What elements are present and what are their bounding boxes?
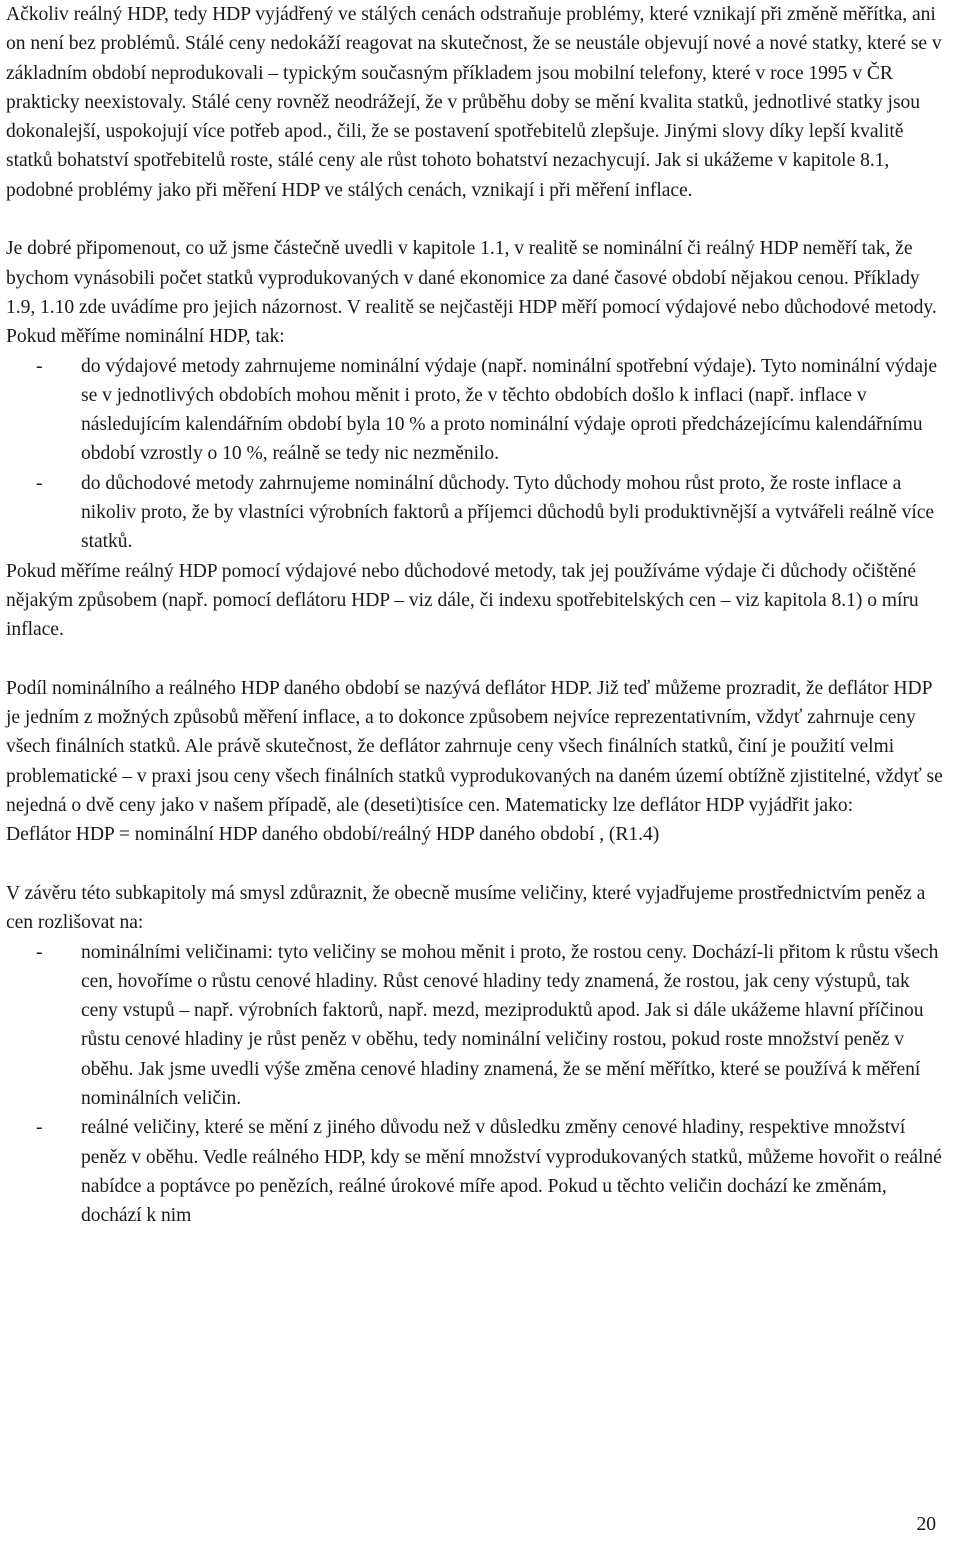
list-item-text: do výdajové metody zahrnujeme nominální výdaje (např. nominální spotřební výdaje). Tyto nominální výdaje se v jednotlivých obdobích mohou měnit i proto, že v těchto obdobích došlo k inflaci (např. inflace v následujícím kalendářním období byla 10 % a proto nominální výdaje oproti předcházejícímu kalendářnímu období vzrostly o 10 %, reálně se tedy nic nezměnilo.	[81, 355, 938, 465]
deflator-formula: Deflátor HDP = nominální HDP daného období/reálný HDP daného období , (R1.4)	[6, 824, 660, 846]
paragraph-measurement-methods: Je dobré připomenout, co už jsme částečně uvedli v kapitole 1.1, v realitě se nominální či reálný HDP neměří tak, že bychom vynásobili počet statků vyprodukovaných v dané ekonomice za dané časové období nějakou cenou. Příklady 1.9, 1.10 zde uvádíme pro jejich názornost. V realitě se nejčastěji HDP měří pomocí výdajové nebo důchodové metody. Pokud měříme nominální HDP, tak:	[6, 238, 937, 348]
paragraph-conclusion: V závěru této subkapitoly má smysl zdůraznit, že obecně musíme veličiny, které vyjadřujeme prostřednictvím peněz a cen rozlišovat na:	[6, 882, 926, 934]
list-dash: -	[36, 472, 43, 494]
list-item-text: nominálními veličinami: tyto veličiny se mohou měnit i proto, že rostou ceny. Dochází-li přitom k růstu všech cen, hovoříme o růstu cenové hladiny. Růst cenové hladiny tedy znamená, že rostou, jak ceny výstupů, tak ceny vstupů – např. výrobních faktorů, např. mezd, meziproduktů apod. Jak si dále ukážeme hlavní příčinou růstu cenové hladiny je růst peněz v oběhu, tedy nominální veličiny rostou, pokud roste množství peněz v oběhu. Jak jsme uvedli výše změna cenové hladiny znamená, že se mění měřítko, které se používá k měření nominálních veličin.	[81, 941, 939, 1109]
list-item	[6, 938, 950, 1114]
list-dash: -	[36, 941, 43, 963]
list-item-text: reálné veličiny, které se mění z jiného důvodu než v důsledku změny cenové hladiny, respektive množství peněz v oběhu. Vedle reálného HDP, kdy se mění množství vyprodukovaných statků, můžeme hovořit o reálné nabídce a poptávce po penězích, reálné úrokové míře apod. Pokud u těchto veličin dochází ke změnám, dochází k nim	[81, 1117, 942, 1227]
paragraph-spacer	[6, 205, 950, 234]
list-item	[6, 469, 950, 557]
paragraph-real-gdp-measurement: Pokud měříme reálný HDP pomocí výdajové nebo důchodové metody, tak jej používáme výdaje či důchody očištěné nějakým způsobem (např. pomocí deflátoru HDP – viz dále, či indexu spotřebitelských cen – viz kapitola 8.1) o míru inflace.	[6, 560, 919, 641]
list-dash: -	[36, 355, 43, 377]
paragraph-spacer	[6, 645, 950, 674]
list-item	[6, 1113, 950, 1230]
list-item-text: do důchodové metody zahrnujeme nominální důchody. Tyto důchody mohou růst proto, že roste inflace a nikoliv proto, že by vlastníci výrobních faktorů a příjemci důchodů byli produktivnější a vytvářeli reálně více statků.	[81, 472, 935, 553]
page-number: 20	[916, 1514, 936, 1535]
paragraph-real-gdp-problems: Ačkoliv reálný HDP, tedy HDP vyjádřený ve stálých cenách odstraňuje problémy, které vznikají při změně měřítka, ani on není bez problémů. Stálé ceny nedokáží reagovat na skutečnost, že se neustále objevují nové a nové statky, které se v základním období neprodukovali – typickým současným příkladem jsou mobilní telefony, které v roce 1995 v ČR prakticky neexistovaly. Stálé ceny rovněž neodrážejí, že v průběhu doby se mění kvalita statků, jednotlivé statky jsou dokonalejší, uspokojují více potřeb apod., čili, že se postavení spotřebitelů zlepšuje. Jinými slovy díky lepší kvalitě statků bohatství spotřebitelů roste, stálé ceny ale růst tohoto bohatství nezachycují. Jak si ukážeme v kapitole 8.1, podobné problémy jako při měření HDP ve stálých cenách, vznikají i při měření inflace.	[6, 4, 942, 201]
list-dash: -	[36, 1117, 43, 1139]
nominal-measurement-list	[6, 352, 950, 557]
paragraph-spacer	[6, 850, 950, 879]
paragraph-gdp-deflator: Podíl nominálního a reálného HDP daného období se nazývá deflátor HDP. Již teď můžeme prozradit, že deflátor HDP je jedním z možných způsobů měření inflace, a to dokonce způsobem nejvíce reprezentativním, vždyť zahrnuje ceny všech finálních statků. Ale právě skutečnost, že deflátor zahrnuje ceny všech finálních statků, činí je použití velmi problematické – v praxi jsou ceny všech finálních statků vyprodukovaných na daném území obtížně zjistitelné, vždyť se nejedná o dvě ceny jako v našem případě, ale (deseti)tisíce cen. Matematicky lze deflátor HDP vyjádřit jako:	[6, 677, 943, 817]
list-item	[6, 352, 950, 469]
variables-list	[6, 938, 950, 1231]
